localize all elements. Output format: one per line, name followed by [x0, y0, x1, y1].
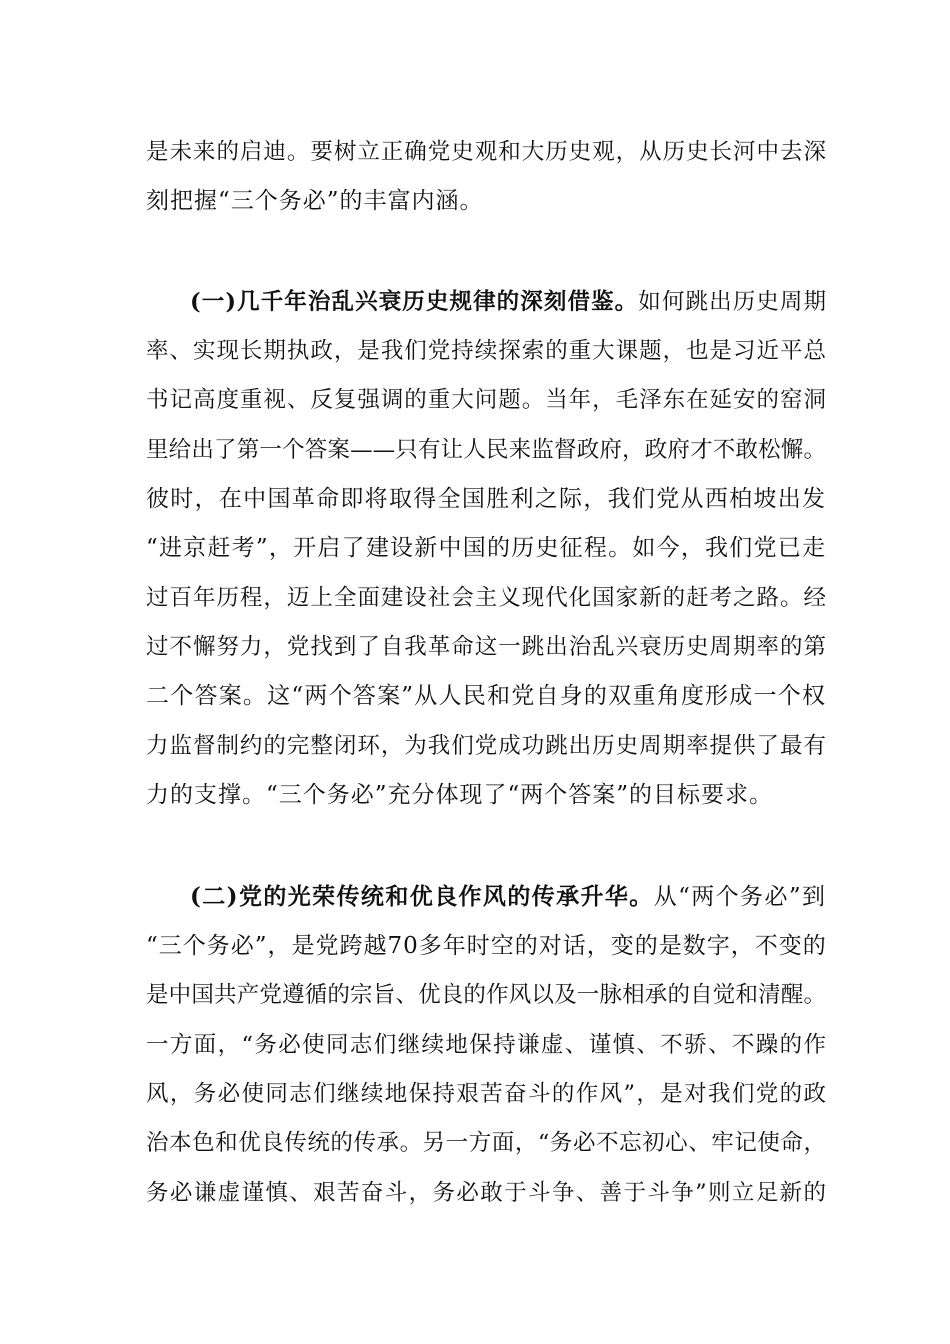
section2-line: 是中国共产党遵循的宗旨、优良的作风以及一脉相承的自觉和清醒。: [146, 982, 826, 1008]
intro-line-1: 是未来的启迪。要树立正确党史观和大历史观，从历史长河中去深: [146, 139, 826, 165]
section1-line: 过百年历程，迈上全面建设社会主义现代化国家新的赶考之路。经: [146, 585, 826, 611]
section1-line: 彼时，在中国革命即将取得全国胜利之际，我们党从西柏坡出发: [146, 486, 826, 512]
section1-first-line-rest: 如何跳出历史周期: [638, 289, 826, 315]
intro-line-2: 刻把握“三个务必”的丰富内涵。: [146, 188, 484, 214]
section1-first-line: [190, 287, 826, 317]
section1-line: 力的支撑。“三个务必”充分体现了“两个答案”的目标要求。: [146, 782, 774, 808]
section2-line: “三个务必”，是党跨越70多年时空的对话，变的是数字，不变的: [146, 933, 827, 959]
section1-line: 率、实现长期执政，是我们党持续探索的重大课题，也是习近平总: [146, 338, 826, 364]
section1-heading: (一)几千年治乱兴衰历史规律的深刻借鉴。: [190, 289, 639, 315]
section1-line: 书记高度重视、反复强调的重大问题。当年，毛泽东在延安的窑洞: [146, 387, 826, 413]
section2-line: 治本色和优良传统的传承。另一方面，“务必不忘初心、牢记使命，: [146, 1130, 826, 1156]
section1-line: 二个答案。这“两个答案”从人民和党自身的双重角度形成一个权: [146, 683, 826, 709]
section2-line: 风，务必使同志们继续地保持艰苦奋斗的作风”，是对我们党的政: [146, 1081, 826, 1107]
section1-line: 过不懈努力，党找到了自我革命这一跳出治乱兴衰历史周期率的第: [146, 634, 826, 660]
section1-line: 里给出了第一个答案——只有让人民来监督政府，政府才不敢松懈。: [146, 437, 826, 463]
section2-line: 一方面，“务必使同志们继续地保持谦虚、谨慎、不骄、不躁的作: [146, 1032, 826, 1058]
section2-heading: (二)党的光荣传统和优良作风的传承升华。: [190, 883, 654, 910]
section2-line: 务必谦虚谨慎、艰苦奋斗，务必敢于斗争、善于斗争”则立足新的: [146, 1180, 826, 1206]
section1-line: “进京赶考”，开启了建设新中国的历史征程。如今，我们党已走: [146, 535, 826, 561]
section2-first-line-rest: 从“两个务必”到: [653, 884, 826, 910]
section2-first-line: [190, 882, 826, 912]
section1-line: 力监督制约的完整闭环，为我们党成功跳出历史周期率提供了最有: [146, 733, 826, 759]
